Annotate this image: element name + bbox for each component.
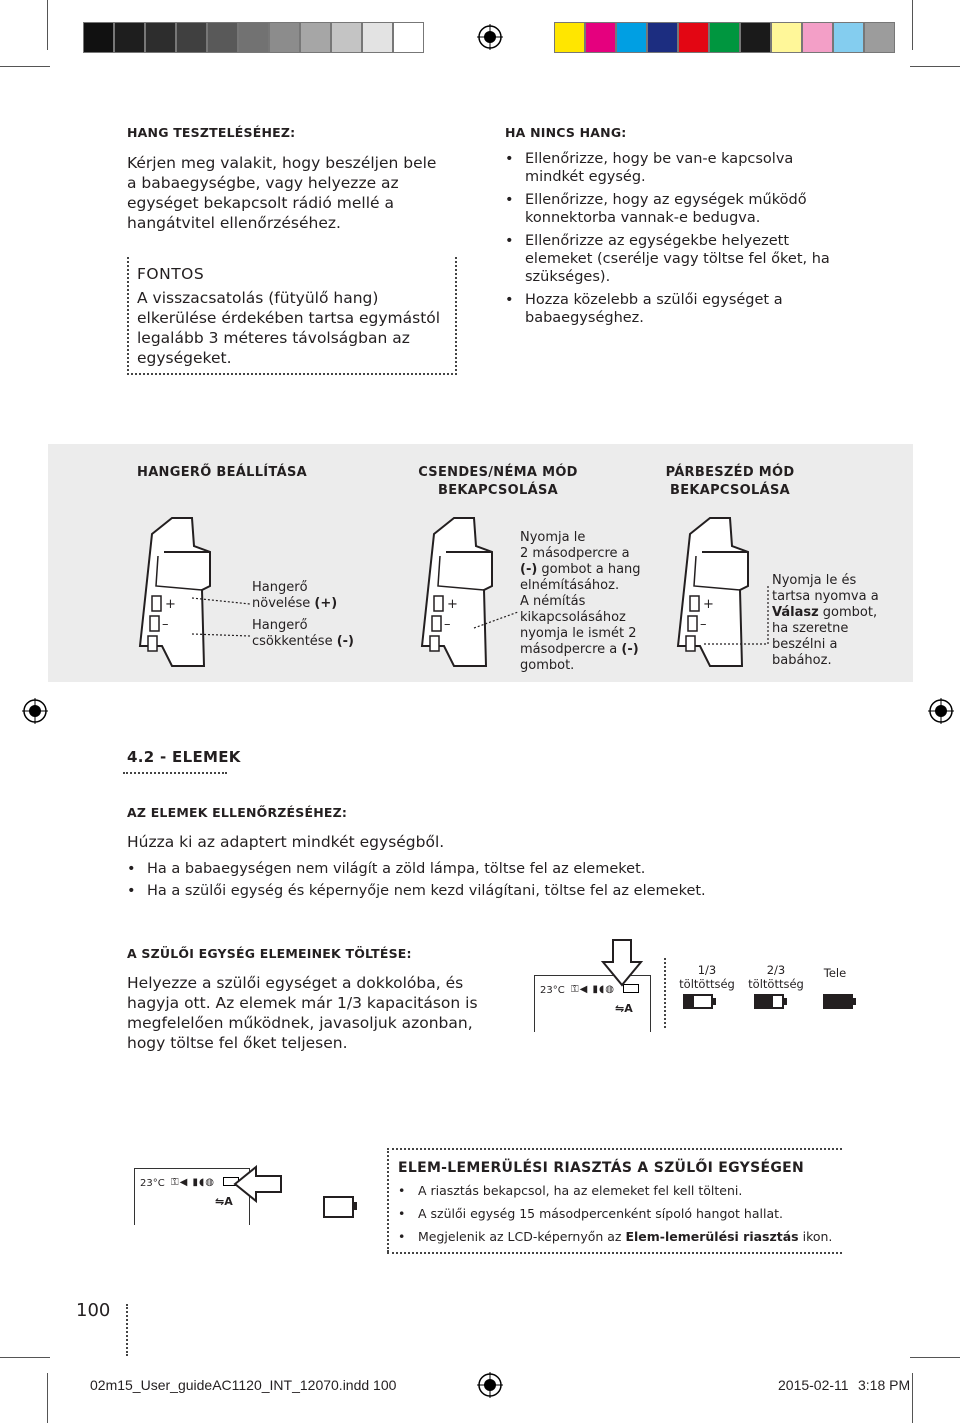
level-label-full: Tele — [823, 966, 847, 980]
color-swatch — [554, 22, 585, 53]
check-batteries-heading: AZ ELEMEK ELLENŐRZÉSÉHEZ: — [127, 805, 348, 820]
color-swatch — [176, 22, 207, 53]
caption-line: csökkentése — [252, 634, 333, 649]
mute-title — [398, 464, 598, 500]
mute-title-line: BEKAPCSOLÁSA — [437, 483, 559, 498]
lcd-temperature: 23°C — [540, 985, 565, 996]
color-swatch — [331, 22, 362, 53]
plus-symbol: + — [703, 597, 714, 612]
registration-mark-icon — [477, 1372, 503, 1398]
battery-tip — [784, 998, 787, 1005]
lcd-status-icons: ⚿◀ ▮◖◍ — [171, 1177, 215, 1188]
list-item: • A riasztás bekapcsol, ha az elemeket fel kell tölteni. — [398, 1183, 838, 1199]
alarm-box-border — [387, 1148, 842, 1150]
color-swatch — [709, 22, 740, 53]
arrow-left-icon — [232, 1164, 284, 1204]
list-item: • Ellenőrizze, hogy be van-e kapcsolva mindkét egység. — [505, 150, 845, 186]
caption-line: gombot. — [520, 658, 575, 673]
color-swatch — [833, 22, 864, 53]
caption-line: tartsa nyomva a — [772, 589, 879, 604]
important-note-title: FONTOS — [137, 265, 205, 283]
registration-mark-icon — [477, 24, 503, 50]
parent-unit-side-drawing — [670, 516, 772, 672]
battery-body — [323, 1196, 354, 1218]
page-number: 100 — [76, 1300, 111, 1321]
registration-mark-icon — [928, 698, 954, 724]
alarm-box-border — [387, 1148, 389, 1252]
alarm-box-border — [387, 1252, 842, 1254]
check-batteries-intro: Húzza ki az adaptert mindkét egységből. — [127, 833, 445, 851]
crop-mark — [0, 1357, 50, 1358]
caption-key: (-) — [336, 634, 354, 649]
crop-mark — [0, 66, 50, 67]
charging-body: Helyezze a szülői egységet a dokkolóba, és hagyja ott. Az elemek már 1/3 kapacitáson is megfelelően működnek, javasoljuk azonban, hogy töltse fel őket teljesen. — [127, 974, 478, 1052]
talk-title — [640, 464, 820, 500]
text-run: Megjelenik az LCD-képernyőn az — [418, 1229, 622, 1244]
battery-fill — [825, 996, 851, 1007]
registration-mark-icon — [22, 698, 48, 724]
sound-test-body: Kérjen meg valakit, hogy beszéljen bele a babaegységbe, vagy helyezze az egységet bekapcsolt rádió mellé a hangátvitel ellenőrzéséhez. — [127, 154, 437, 232]
color-swatch — [740, 22, 771, 53]
plus-symbol: + — [165, 597, 176, 612]
color-swatch — [207, 22, 238, 53]
alarm-list — [398, 1183, 838, 1245]
color-swatch — [238, 22, 269, 53]
caption-line: babához. — [772, 653, 832, 668]
level-label-line: töltöttség — [748, 977, 804, 991]
parent-unit-side-drawing — [132, 516, 252, 672]
footer-date: 2015-02-11 — [778, 1377, 849, 1393]
battery-body — [823, 994, 853, 1009]
lcd-alarm-icon: ⇋A — [215, 1195, 233, 1208]
battery-fill — [756, 996, 773, 1007]
lcd-alarm-icon: ⇋A — [615, 1002, 633, 1015]
minus-key — [432, 616, 441, 631]
caption-line: Hangerő — [252, 618, 308, 633]
minus-key — [150, 616, 159, 631]
check-batteries-list — [127, 860, 827, 900]
battery-tip — [713, 998, 716, 1005]
level-label-third — [672, 963, 742, 991]
section-underline — [123, 772, 227, 774]
caption-line: Nyomja le és — [772, 573, 857, 588]
caption-line: növelése — [252, 596, 311, 611]
list-item: • Ellenőrizze az egységekbe helyezett elemeket (cserélje vagy töltse fel őket, ha szükséges). — [505, 232, 845, 286]
mute-caption — [520, 530, 670, 674]
color-swatch — [616, 22, 647, 53]
list-item: • Ellenőrizze, hogy az egységek működő konnektorba vannak-e bedugva. — [505, 191, 845, 227]
crop-mark — [47, 0, 48, 50]
battery-fill — [685, 996, 694, 1007]
plus-key — [434, 596, 443, 611]
minus-symbol: – — [700, 617, 707, 632]
crop-mark — [910, 1357, 960, 1358]
battery-tip — [354, 1202, 357, 1210]
caption-line: Hangerő — [252, 580, 308, 595]
volume-title: HANGERŐ BEÁLLÍTÁSA — [137, 465, 307, 480]
list-item: • A szülői egység 15 másodpercenként sípoló hangot hallat. — [398, 1206, 838, 1222]
no-sound-list — [505, 150, 845, 327]
color-swatch — [114, 22, 145, 53]
talk-title-line: BEKAPCSOLÁSA — [669, 483, 791, 498]
caption-line: gombot a hang — [541, 562, 641, 577]
footer-time: 3:18 PM — [858, 1377, 911, 1393]
caption-line: A némítás — [520, 594, 586, 609]
color-swatch — [393, 22, 424, 53]
caption-key: (+) — [314, 596, 338, 611]
talk-key — [148, 636, 157, 651]
list-item — [398, 1229, 838, 1245]
caption-line: ha szeretne — [772, 621, 849, 636]
charging-heading: A SZÜLŐI EGYSÉG ELEMEINEK TÖLTÉSE: — [127, 946, 412, 961]
crop-mark — [912, 0, 913, 50]
caption-line: gombot, — [822, 605, 878, 620]
text-run: ikon. — [802, 1229, 833, 1244]
color-swatch — [83, 22, 114, 53]
color-swatch — [771, 22, 802, 53]
list-item: • Ha a szülői egység és képernyője nem kezd világítani, töltse fel az elemeket. — [127, 882, 827, 900]
color-swatch — [300, 22, 331, 53]
crop-mark — [910, 66, 960, 67]
lcd-temperature: 23°C — [140, 1178, 165, 1189]
sound-test-heading: HANG TESZTELÉSÉHEZ: — [127, 125, 296, 140]
battery-body — [754, 994, 784, 1009]
minus-symbol: – — [162, 617, 169, 632]
battery-tip — [853, 998, 856, 1005]
battery-body — [683, 994, 713, 1009]
list-item: • Hozza közelebb a szülői egységet a babaegységhez. — [505, 291, 845, 327]
volume-up-caption — [252, 580, 402, 612]
talk-key — [430, 636, 439, 651]
level-label-line: töltöttség — [679, 977, 735, 991]
level-label-line: 1/3 — [697, 963, 717, 977]
color-swatch — [647, 22, 678, 53]
important-note-body: A visszacsatolás (fütyülő hang) elkerülése érdekében tartsa egymástól legalább 3 méteres távolságban az egységeket. — [137, 289, 441, 367]
talk-key — [686, 636, 695, 651]
caption-line: kikapcsolásához — [520, 610, 626, 625]
plus-key — [152, 596, 161, 611]
caption-line: Nyomja le — [520, 530, 586, 545]
page-number-divider — [126, 1304, 128, 1356]
minus-symbol: – — [444, 617, 451, 632]
talk-caption — [772, 573, 902, 669]
crop-mark — [47, 1373, 48, 1423]
text-run-bold: Elem-lemerülési riasztás — [625, 1229, 799, 1244]
footer-filename: 02m15_User_guideAC1120_INT_12070.indd 100 — [90, 1377, 397, 1393]
caption-line: elnémításához. — [520, 578, 620, 593]
no-sound-heading: HA NINCS HANG: — [505, 125, 627, 140]
level-label-line: 2/3 — [766, 963, 786, 977]
color-swatch — [269, 22, 300, 53]
section-title: 4.2 - ELEMEK — [127, 748, 241, 766]
talk-title-line: PÁRBESZÉD MÓD — [665, 465, 795, 480]
caption-key: Válasz — [772, 605, 819, 620]
color-swatch — [802, 22, 833, 53]
color-swatch — [678, 22, 709, 53]
plus-key — [690, 596, 699, 611]
level-label-two-thirds — [741, 963, 811, 991]
volume-down-caption — [252, 618, 402, 650]
caption-line: nyomja le ismét 2 — [520, 626, 637, 641]
caption-line: másodpercre a — [520, 642, 618, 657]
list-item: • Ha a babaegységen nem világít a zöld lámpa, töltse fel az elemeket. — [127, 860, 827, 878]
divider-dotted — [664, 958, 666, 1028]
color-swatch — [362, 22, 393, 53]
color-swatch — [585, 22, 616, 53]
arrow-down-icon — [600, 938, 644, 988]
color-swatch — [864, 22, 895, 53]
caption-key: (-) — [520, 562, 538, 577]
color-swatch — [145, 22, 176, 53]
lcd-status-icons: ⚿◀ ▮◖◍ — [571, 984, 615, 995]
alarm-title: ELEM-LEMERÜLÉSI RIASZTÁS A SZÜLŐI EGYSÉGEN — [398, 1160, 805, 1176]
crop-mark — [912, 1373, 913, 1423]
mute-title-line: CSENDES/NÉMA MÓD — [418, 465, 578, 480]
parent-unit-side-drawing — [414, 516, 524, 672]
caption-key: (-) — [621, 642, 639, 657]
plus-symbol: + — [447, 597, 458, 612]
minus-key — [688, 616, 697, 631]
caption-line: 2 másodpercre a — [520, 546, 630, 561]
caption-line: beszélni a — [772, 637, 838, 652]
